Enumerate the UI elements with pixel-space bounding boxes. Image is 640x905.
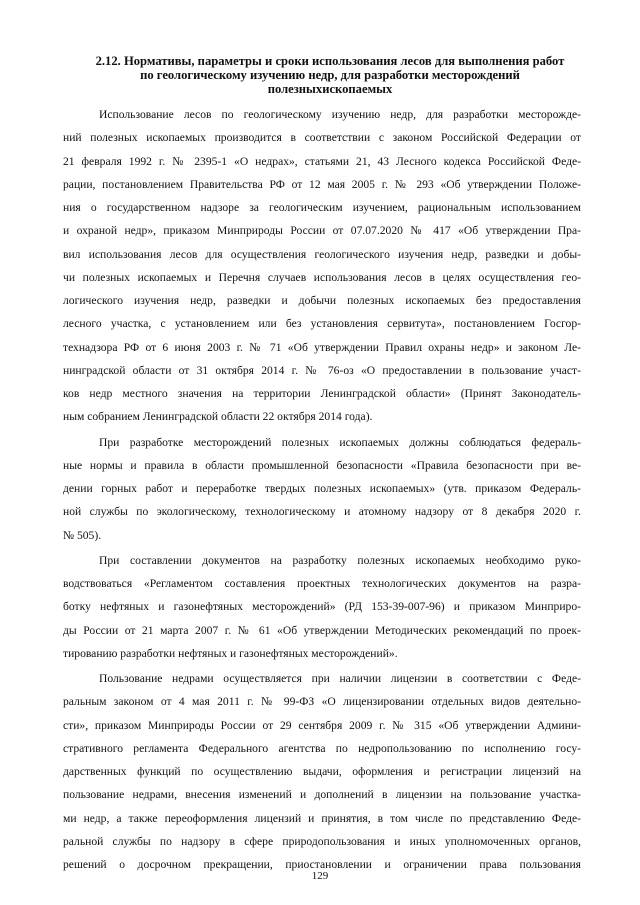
heading-line: по геологическому изучению недр, для разработки месторождений (140, 68, 520, 82)
paragraph-line: Пользование недрами осуществляется при наличии лицензии в соответствии с Феде- (99, 672, 581, 685)
paragraph-line: нинградской области от 31 октября 2014 г. № 76-оз «О предоставлении в пользование участ- (63, 363, 581, 377)
paragraph-line: ральной службы по надзору в сфере природопользования и иных уполномоченных органов, (63, 834, 581, 848)
paragraph-line: стративного регламента Федерального агентства по недропользованию по исполнению госу- (63, 741, 581, 755)
paragraph-line: Использование лесов по геологическому изучению недр, для разработки месторожде- (99, 108, 581, 121)
paragraph-line: 21 февраля 1992 г. № 2395-1 «О недрах», статьями 21, 43 Лесного кодекса Российской Феде- (63, 154, 581, 168)
paragraph-line: ды России от 21 марта 2007 г. № 61 «Об утверждении Методических рекомендаций по проек- (63, 623, 581, 637)
paragraph-line: водствоваться «Регламентом составления проектных технологических документов на разра- (63, 577, 581, 590)
paragraph-line: ния о государственном надзоре за геологическим изучением, рациональным использованием (63, 201, 581, 214)
paragraph-line: пользование недрами, внесения изменений и дополнений в лицензии на пользование участка- (63, 788, 581, 802)
paragraph-line: дении горных работ и переработке твердых полезных ископаемых» (утв. приказом Федераль- (63, 482, 581, 495)
paragraph-line: ков недр местного значения на территории Ленинградской области» (Принят Законодатель- (63, 387, 581, 400)
paragraph-line: ные нормы и правила в области промышленной безопасности «Правила безопасности при ве- (63, 458, 581, 472)
paragraph-line: дарственных функций по осуществлению выдачи, оформления и регистрации лицензий на (63, 765, 581, 778)
paragraph (63, 667, 581, 876)
heading-line: 2.12. Нормативы, параметры и сроки использования лесов для выполнения работ (95, 54, 565, 68)
document-body (63, 103, 581, 876)
paragraph-line: При разработке месторождений полезных ископаемых должны соблюдаться федераль- (99, 435, 581, 449)
paragraph-line: решений о досрочном прекращении, приостановлении и ограничении права пользования (63, 858, 581, 871)
paragraph-line: ми недр, а также переоформления лицензий и принятия, в том числе по представлению Феде- (63, 811, 581, 825)
paragraph-line: ной службы по экологическому, технологическому и атомному надзору от 8 декабря 2020 г. (63, 505, 581, 519)
page-number: 129 (311, 870, 329, 882)
paragraph-line: логического изучения недр, разведки и добычи полезных ископаемых без предоставления (63, 294, 581, 307)
paragraph-line: рации, постановлением Правительства РФ от 12 мая 2005 г. № 293 «Об утверждении Положе- (63, 177, 581, 191)
paragraph-line: ний полезных ископаемых производится в соответствии с законом Российской Федерации от (63, 131, 581, 145)
paragraph (63, 103, 581, 429)
heading-line: полезныхископаемых (267, 82, 393, 96)
paragraph-line: При составлении документов на разработку полезных ископаемых необходимо руко- (99, 553, 581, 567)
paragraph-line: тированию разработки нефтяных и газонефтяных месторождений». (63, 646, 398, 660)
paragraph-line: технадзора РФ от 6 июня 2003 г. № 71 «Об утверждении Правил охраны недр» и законом Ле- (63, 340, 581, 354)
paragraph (63, 549, 581, 665)
paragraph-line: лесного участка, с установлением или без установления сервитута», постановлением Госгор- (63, 317, 581, 331)
paragraph-line: ботку нефтяных и газонефтяных месторождений» (РД 153-39-007-96) и приказом Минприро- (63, 600, 581, 614)
paragraph-line: № 505). (63, 528, 102, 542)
section-heading (80, 54, 580, 96)
paragraph-line: вил использования лесов для осуществления геологического изучения недр, разведки и добы- (63, 247, 581, 261)
paragraph-line: чи полезных ископаемых и Перечня случаев использования лесов в целях осуществления гео- (63, 270, 581, 284)
paragraph (63, 431, 581, 547)
paragraph-line: и охраной недр», приказом Минприроды России от 07.07.2020 № 417 «Об утверждении Пра- (63, 224, 581, 238)
paragraph-line: сти», приказом Минприроды России от 29 сентября 2009 г. № 315 «Об утверждении Админи- (63, 718, 581, 732)
paragraph-line: ным собранием Ленинградской области 22 октября 2014 года). (63, 410, 373, 424)
paragraph-line: ральным законом от 4 мая 2011 г. № 99-ФЗ «О лицензировании отдельных видов деятельно- (63, 695, 581, 709)
